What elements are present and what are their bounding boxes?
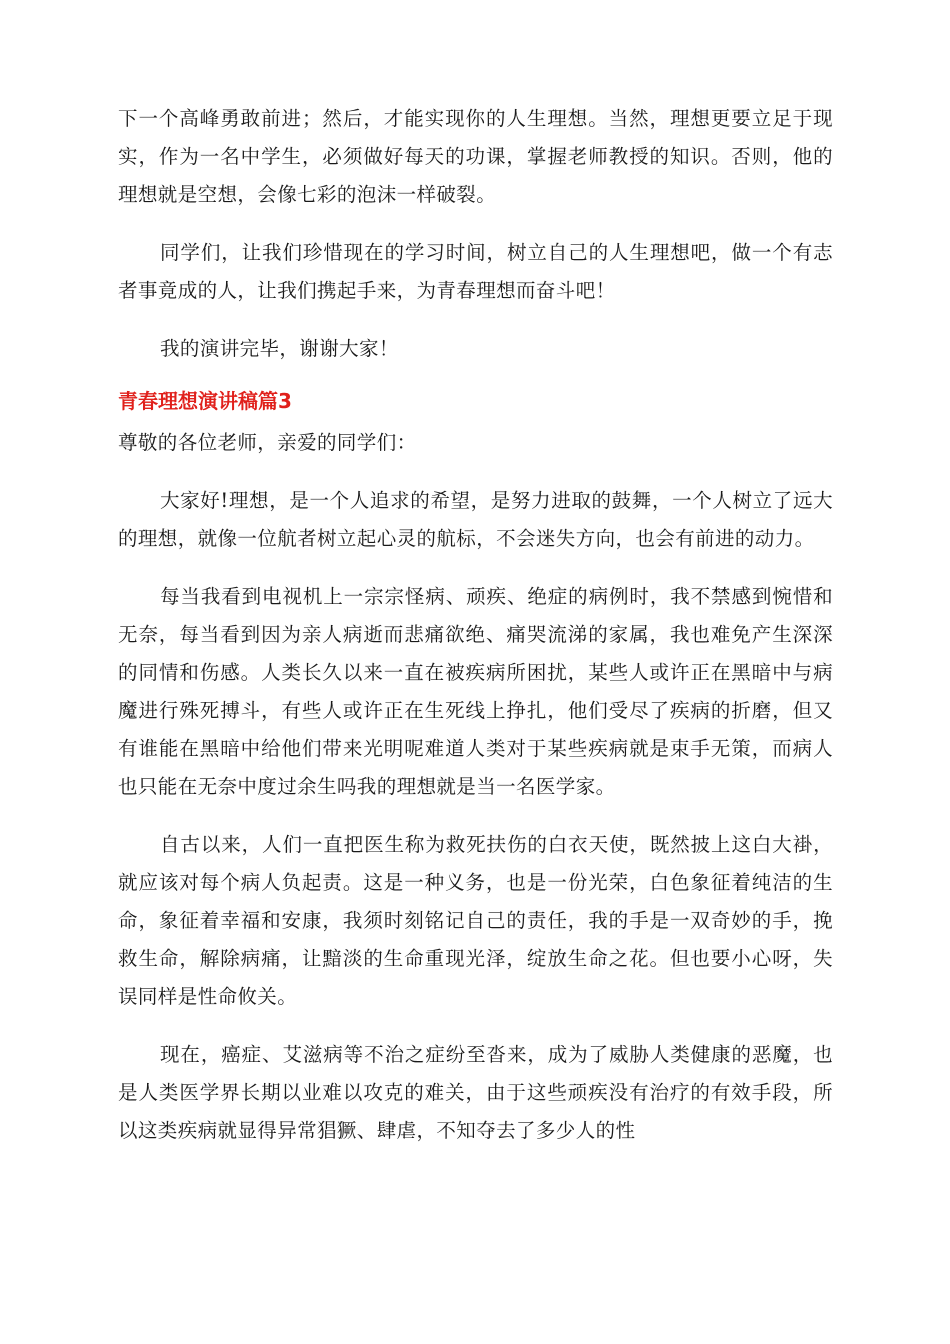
paragraph-white-coat: 自古以来，人们一直把医生称为救死扶伤的白衣天使，既然披上这白大褂，就应该对每个病人负起责。这是一种义务，也是一份光荣，白色象征着纯洁的生命，象征着幸福和安康，我须时刻铭记自己的责任，我的手是一双奇妙的手，挽救生命，解除病痛，让黯淡的生命重现光泽，绽放生命之花。但也要小心呀，失误同样是性命攸关。 — [118, 833, 833, 1008]
paragraph-continued: 下一个高峰勇敢前进；然后，才能实现你的人生理想。当然，理想更要立足于现实，作为一名中学生，必须做好每天的功课，掌握老师教授的知识。否则，他的理想就是空想，会像七彩的泡沫一样破裂。 — [118, 107, 833, 206]
paragraph-motivation: 每当我看到电视机上一宗宗怪病、顽疾、绝症的病例时，我不禁感到惋惜和无奈，每当看到因为亲人病逝而悲痛欲绝、痛哭流涕的家属，我也难免产生深深的同情和伤感。人类长久以来一直在被疾病所困扰，某些人或许正在黑暗中与病魔进行殊死搏斗，有些人或许正在生死线上挣扎，他们受尽了疾病的折磨，但又有谁能在黑暗中给他们带来光明呢难道人类对于某些疾病就是束手无策，而病人也只能在无奈中度过余生吗我的理想就是当一名医学家。 — [118, 585, 833, 798]
paragraph-appeal: 同学们，让我们珍惜现在的学习时间，树立自己的人生理想吧，做一个有志者事竟成的人，让我们携起手来，为青春理想而奋斗吧！ — [118, 241, 833, 302]
document-page — [118, 100, 833, 1150]
paragraph-closing: 我的演讲完毕，谢谢大家！ — [160, 337, 399, 360]
section-heading: 青春理想演讲稿篇3 — [118, 389, 292, 413]
paragraph-intro: 大家好!理想，是一个人追求的希望，是努力进取的鼓舞，一个人树立了远大的理想，就像一位航者树立起心灵的航标，不会迷失方向，也会有前进的动力。 — [118, 489, 833, 550]
paragraph-diseases: 现在，癌症、艾滋病等不治之症纷至沓来，成为了威胁人类健康的恶魔，也是人类医学界长期以业难以攻克的难关，由于这些顽疾没有治疗的有效手段，所以这类疾病就显得异常猖獗、肆虐，不知夺去了多少人的性 — [118, 1043, 833, 1142]
salutation: 尊敬的各位老师，亲爱的同学们： — [118, 431, 417, 454]
